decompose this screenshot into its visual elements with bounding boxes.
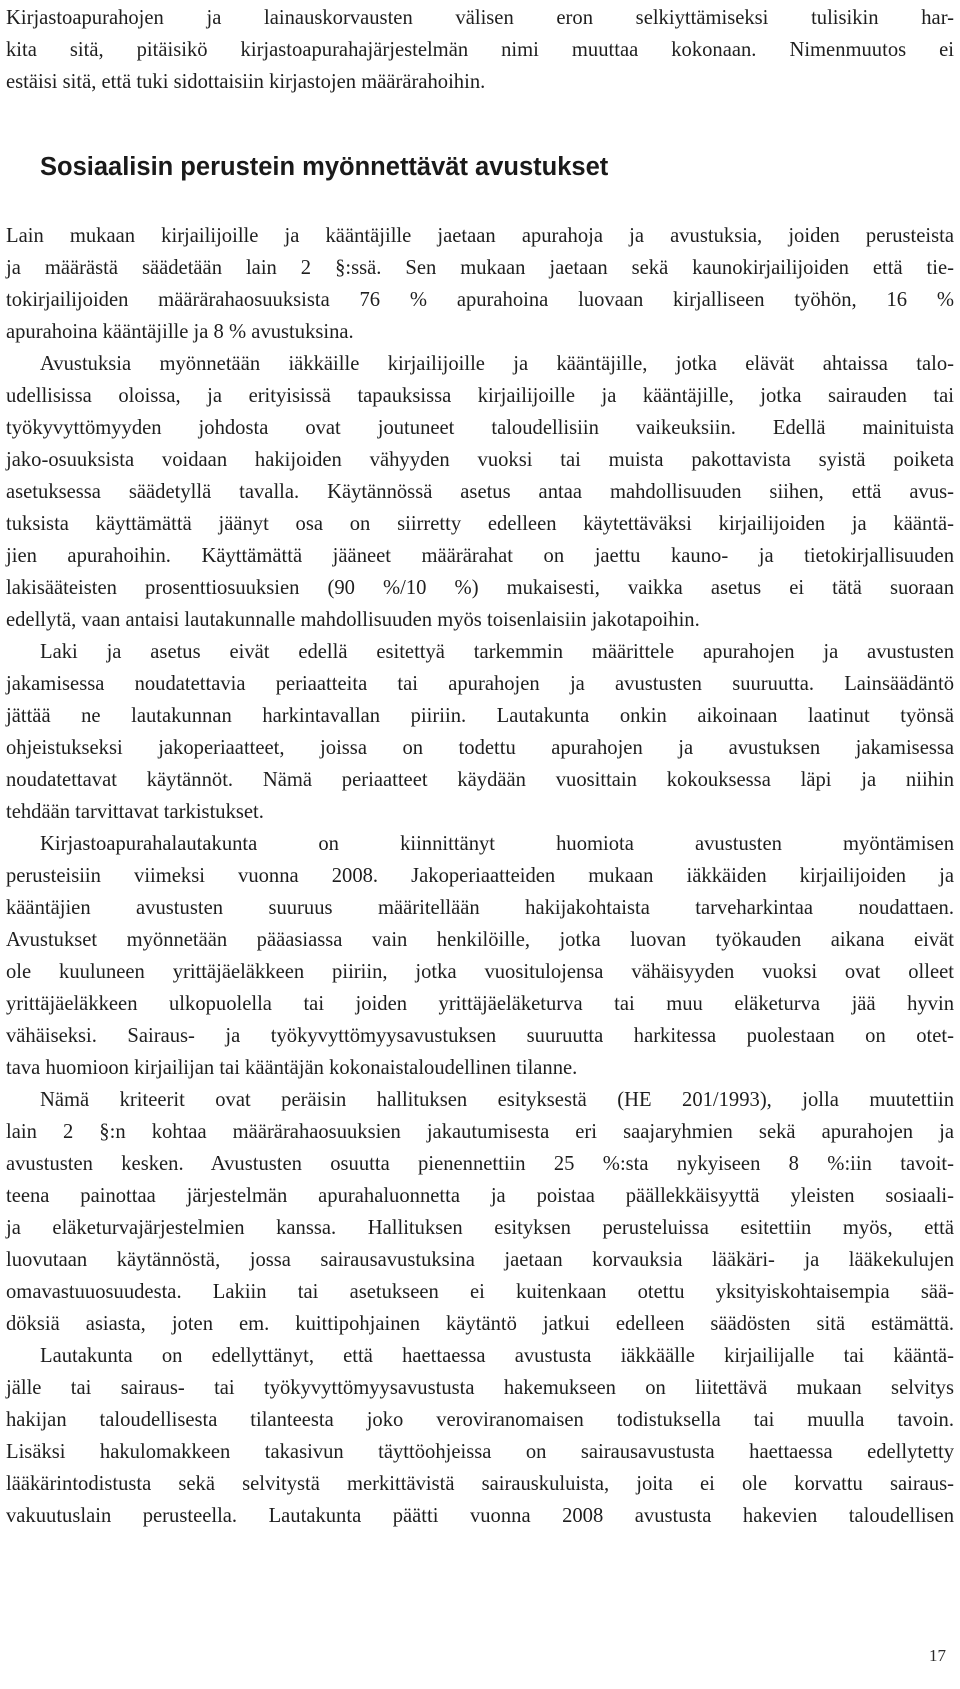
text-line: ja määrästä säädetään lain 2 §:ssä. Sen mukaan jaetaan sekä kaunokirjailijoiden että tie- (6, 257, 954, 279)
text-line: edellytä, vaan antaisi lautakunnalle mahdollisuuden myös toisenlaisiin jakotapoihin. (6, 609, 700, 631)
text-line: Laki ja asetus eivät edellä esitettyä tarkemmin määrittele apurahojen ja avustusten (40, 641, 954, 663)
text-line: avustusten kesken. Avustusten osuutta pienennettiin 25 %:sta nykyiseen 8 %:iin tavoit- (6, 1153, 954, 1175)
intro-paragraph (6, 2, 954, 98)
text-line: vähäiseksi. Sairaus- ja työkyvyttömyysavustuksen suuruutta harkitessa puolestaan on otet- (6, 1025, 954, 1047)
text-line: udellisissa oloissa, ja erityisissä tapauksissa kirjailijoille ja kääntäjille, jotka sairauden tai (6, 385, 954, 407)
text-line: apurahoina kääntäjille ja 8 % avustuksina. (6, 321, 354, 343)
text-line: jien apurahoihin. Käyttämättä jääneet määrärahat on jaettu kauno- ja tietokirjallisuuden (6, 545, 954, 567)
text-line: ole kuuluneen yrittäjäeläkkeen piiriin, jotka vuositulojensa vähäisyyden vuoksi ovat olleet (6, 961, 954, 983)
section-heading: Sosiaalisin perustein myönnettävät avustukset (40, 153, 609, 181)
text-line: jättää ne lautakunnan harkintavallan piiriin. Lautakunta onkin aikoinaan laatinut työnsä (6, 705, 954, 727)
text-line: lakisääteisten prosenttiosuuksien (90 %/10 %) mukaisesti, vaikka asetus ei tätä suoraan (6, 577, 954, 599)
text-line: hakijan taloudellisesta tilanteesta joko veroviranomaisen todistuksella tai muulla tavoin. (6, 1409, 954, 1431)
text-line: perusteisiin viimeksi vuonna 2008. Jakoperiaatteiden mukaan iäkkäiden kirjailijoiden ja (6, 865, 954, 887)
text-line: luovutaan käytännöstä, jossa sairausavustuksina jaetaan korvauksia lääkäri- ja lääkekulujen (6, 1249, 954, 1271)
text-line: vakuutuslain perusteella. Lautakunta päätti vuonna 2008 avustusta hakevien taloudellisen (6, 1505, 954, 1527)
text-line: tuksista käyttämättä jäänyt osa on siirretty edelleen käytettäväksi kirjailijoiden ja kääntä- (6, 513, 954, 535)
text-line: teena painottaa järjestelmän apurahaluonnetta ja poistaa päällekkäisyyttä yleisten sosiaali- (6, 1185, 954, 1207)
text-line: estäisi sitä, että tuki sidottaisiin kirjastojen määrärahoihin. (6, 71, 486, 93)
text-line: Lautakunta on edellyttänyt, että haettaessa avustusta iäkkäälle kirjailijalle tai kääntä- (40, 1345, 954, 1367)
text-line: tokirjailijoiden määrärahaosuuksista 76 % apurahoina luovaan kirjalliseen työhön, 16 % (6, 289, 954, 311)
text-line: jälle tai sairaus- tai työkyvyttömyysavustusta hakemukseen on liitettävä mukaan selvitys (6, 1377, 954, 1399)
text-line: döksiä asiasta, joten em. kuittipohjainen käytäntö jatkui edelleen säädösten sitä estämättä. (6, 1313, 954, 1335)
text-line: lääkärintodistusta sekä selvitystä merkittävistä sairauskuluista, joita ei ole korvattu sairaus- (6, 1473, 954, 1495)
text-line: yrittäjäeläkkeen ulkopuolella tai joiden yrittäjäeläketurva tai muu eläketurva jää hyvin (6, 993, 954, 1015)
text-line: Avustuksia myönnetään iäkkäille kirjailijoille ja kääntäjille, jotka elävät ahtaissa talo- (40, 353, 954, 375)
text-line: työkyvyttömyyden johdosta ovat joutuneet taloudellisiin vaikeuksiin. Edellä mainituista (6, 417, 954, 439)
text-line: noudatettavat käytännöt. Nämä periaatteet käydään vuosittain kokouksessa läpi ja niihin (6, 769, 954, 791)
text-line: lain 2 §:n kohtaa määrärahaosuuksien jakautumisesta eri saajaryhmien sekä apurahojen ja (6, 1121, 954, 1143)
text-line: tehdään tarvittavat tarkistukset. (6, 801, 264, 823)
text-line: jako-osuuksista voidaan hakijoiden vähyyden vuoksi tai muista pakottavista syistä poiketa (6, 449, 954, 471)
text-line: omavastuuosuudesta. Lakiin tai asetukseen ei kuitenkaan otettu yksityiskohtaisempia sää- (6, 1281, 954, 1303)
section-body (6, 220, 954, 1532)
text-line: Lisäksi hakulomakkeen takasivun täyttöohjeissa on sairausavustusta haettaessa edellytetty (6, 1441, 954, 1463)
text-line: tava huomioon kirjailijan tai kääntäjän kokonaistaloudellinen tilanne. (6, 1057, 578, 1079)
text-line: Nämä kriteerit ovat peräisin hallituksen esityksestä (HE 201/1993), jolla muutettiin (40, 1089, 954, 1111)
text-line: Lain mukaan kirjailijoille ja kääntäjille jaetaan apurahoja ja avustuksia, joiden perusteista (6, 225, 954, 247)
text-line: Kirjastoapurahojen ja lainauskorvausten välisen eron selkiyttämiseksi tulisikin har- (6, 7, 954, 29)
text-line: ohjeistukseksi jakoperiaatteet, joissa on todettu apurahojen ja avustuksen jakamisessa (6, 737, 954, 759)
text-line: kita sitä, pitäisikö kirjastoapurahajärjestelmän nimi muuttaa kokonaan. Nimenmuutos ei (6, 39, 954, 61)
text-line: Avustukset myönnetään pääasiassa vain henkilöille, jotka luovan työkauden aikana eivät (6, 929, 954, 951)
page-number: 17 (929, 1646, 946, 1665)
text-line: kääntäjien avustusten suuruus määritellään hakijakohtaista tarveharkintaa noudattaen. (6, 897, 954, 919)
text-line: jakamisessa noudatettavia periaatteita tai apurahojen ja avustusten suuruutta. Lainsäädäntö (6, 673, 954, 695)
text-line: ja eläketurvajärjestelmien kanssa. Hallituksen esityksen perusteluissa esitettiin myös, että (6, 1217, 954, 1239)
text-line: Kirjastoapurahalautakunta on kiinnittänyt huomiota avustusten myöntämisen (40, 833, 954, 855)
text-line: asetuksessa säädetyllä tavalla. Käytännössä asetus antaa mahdollisuuden siihen, että avus- (6, 481, 954, 503)
